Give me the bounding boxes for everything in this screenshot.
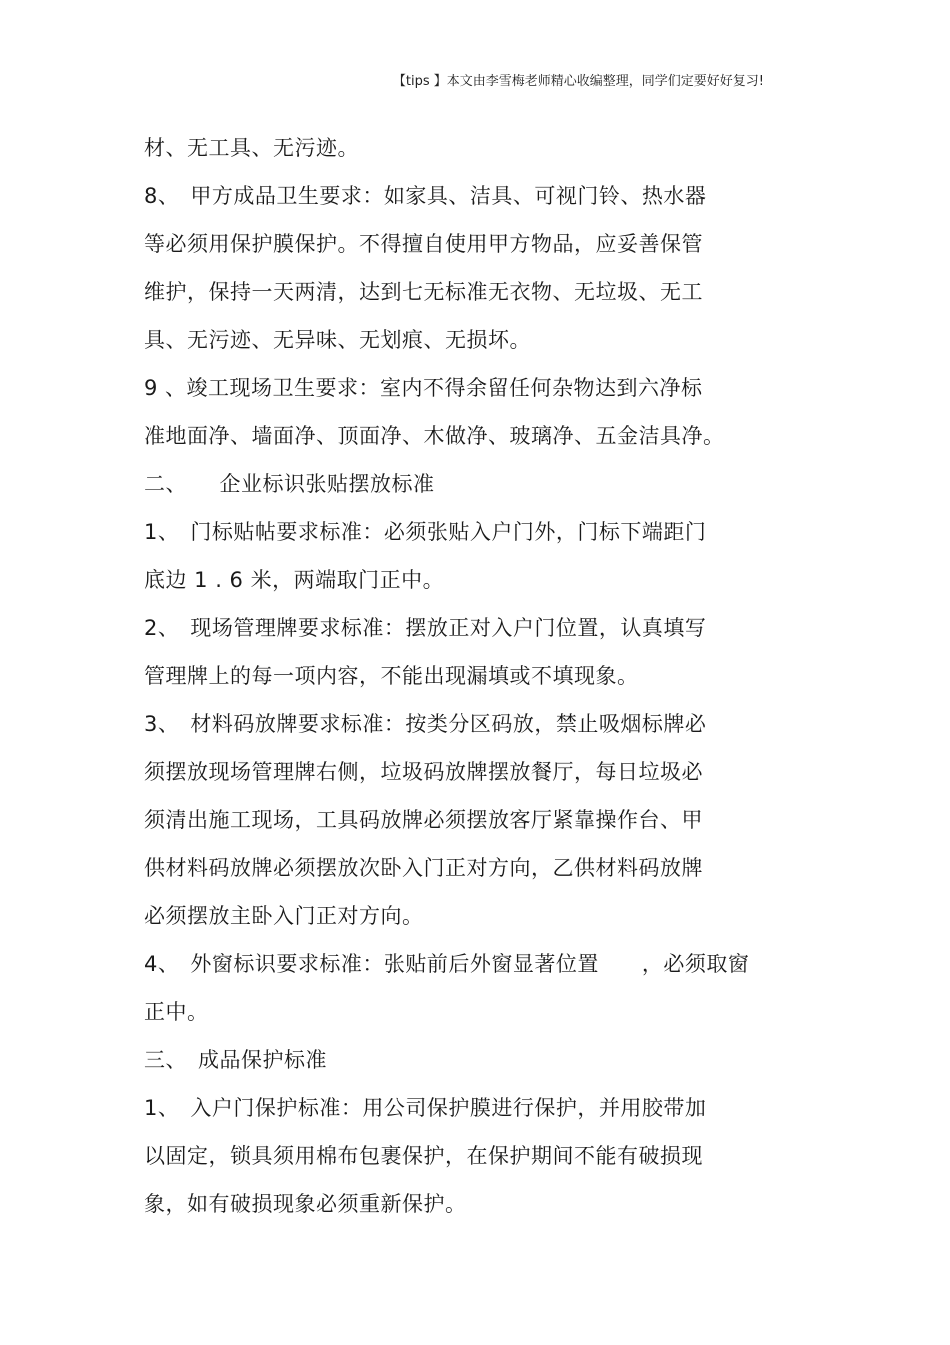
text-line: 底边 1 . 6 米，两端取门正中。 [144,568,445,592]
text-line: 象，如有破损现象必须重新保护。 [144,1192,467,1216]
text-line: 正中。 [144,1000,209,1024]
header-tip: 【tips 】本文由李雪梅老师精心收编整理，同学们定要好好复习! [392,74,764,89]
section-heading: 二、 企业标识张贴摆放标准 [144,472,435,496]
text-line: 供材料码放牌必须摆放次卧入门正对方向，乙供材料码放牌 [144,856,703,880]
text-line: 9 、竣工现场卫生要求：室内不得余留任何杂物达到六净标 [144,376,703,400]
text-line: 准地面净、墙面净、顶面净、木做净、玻璃净、五金洁具净。 [144,424,725,448]
text-line: 3、 材料码放牌要求标准：按类分区码放，禁止吸烟标牌必 [144,712,707,736]
section-heading: 三、 成品保护标准 [144,1048,327,1072]
document-body [144,124,804,1228]
text-line: 1、 门标贴帖要求标准：必须张贴入户门外，门标下端距门 [144,520,707,544]
text-line: 8、 甲方成品卫生要求：如家具、洁具、可视门铃、热水器 [144,184,707,208]
text-line: 4、 外窗标识要求标准：张贴前后外窗显著位置 ，必须取窗 [144,952,750,976]
text-line: 2、 现场管理牌要求标准：摆放正对入户门位置，认真填写 [144,616,707,640]
text-line: 1、 入户门保护标准：用公司保护膜进行保护，并用胶带加 [144,1096,707,1120]
text-line: 等必须用保护膜保护。不得擅自使用甲方物品，应妥善保管 [144,232,703,256]
text-line: 须摆放现场管理牌右侧，垃圾码放牌摆放餐厅，每日垃圾必 [144,760,703,784]
text-line: 材、无工具、无污迹。 [144,136,359,160]
text-line: 管理牌上的每一项内容，不能出现漏填或不填现象。 [144,664,639,688]
text-line: 必须摆放主卧入门正对方向。 [144,904,424,928]
text-line: 须清出施工现场，工具码放牌必须摆放客厅紧靠操作台、甲 [144,808,703,832]
text-line: 具、无污迹、无异味、无划痕、无损坏。 [144,328,531,352]
text-line: 维护，保持一天两清，达到七无标准无衣物、无垃圾、无工 [144,280,703,304]
text-line: 以固定，锁具须用棉布包裹保护，在保护期间不能有破损现 [144,1144,703,1168]
